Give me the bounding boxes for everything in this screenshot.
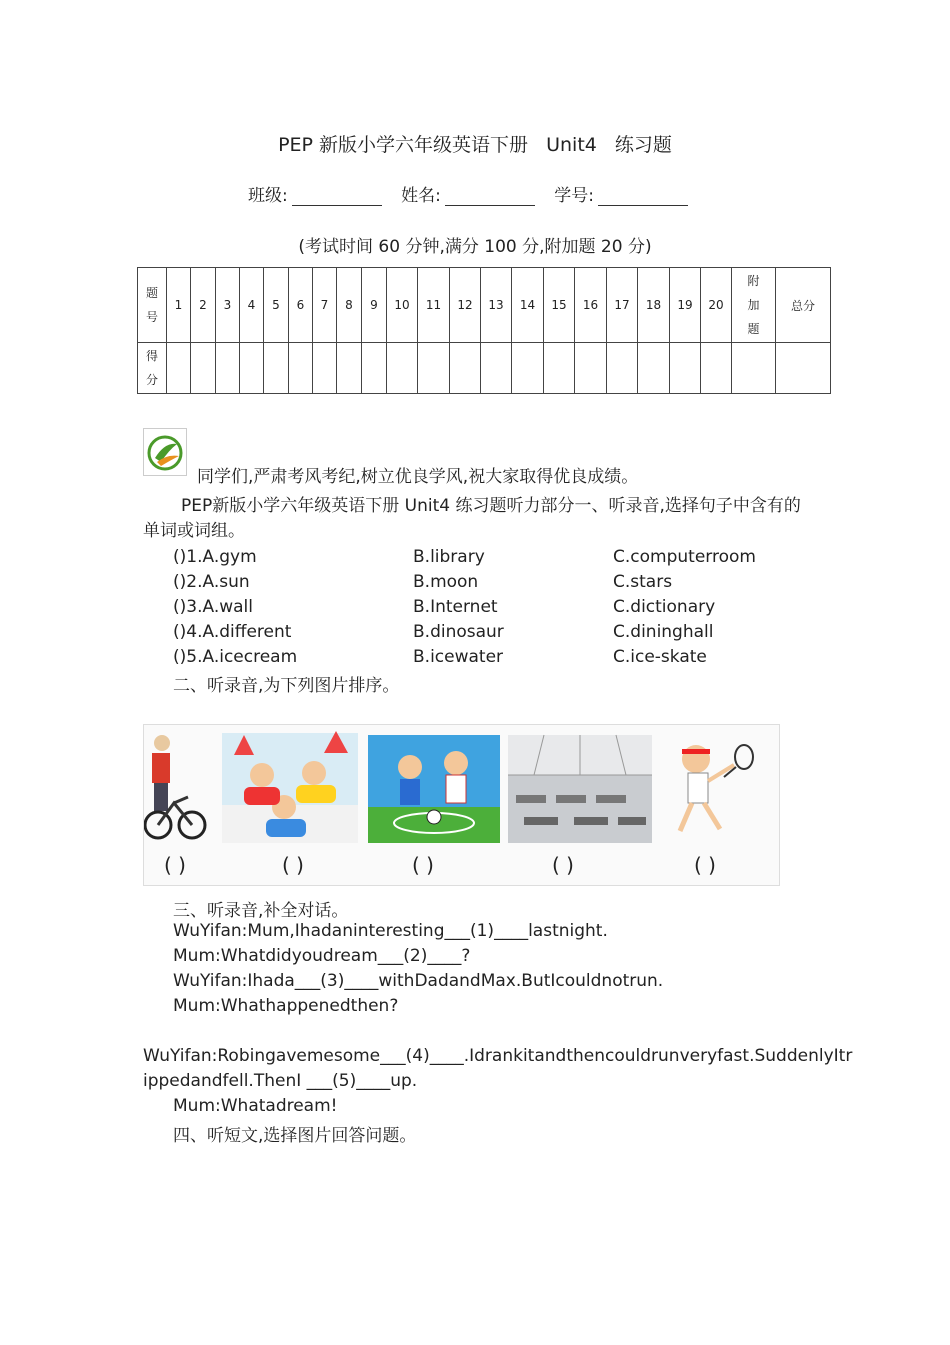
question-number-cell: 10 <box>387 268 418 343</box>
score-cell[interactable] <box>701 343 732 394</box>
question-number-cell: 4 <box>240 268 264 343</box>
boys-playing-football-picture <box>368 735 500 843</box>
dialogue-line-5: WuYifan:Robingavemesome___(4)____.Idrankitandthencouldrunveryfast.SuddenlyItr <box>143 1046 853 1066</box>
question-number-cell: 18 <box>638 268 670 343</box>
q2-option-a: ()2.A.sun <box>173 572 250 592</box>
student-info-row <box>248 181 702 206</box>
question-number-cell: 9 <box>362 268 387 343</box>
score-label-char: 分 <box>145 373 158 387</box>
dialogue-line-7: Mum:Whatadream! <box>173 1096 338 1116</box>
question-number-cell: 3 <box>216 268 240 343</box>
extra-score-cell[interactable] <box>732 343 776 394</box>
picture-1-bracket[interactable]: ( ) <box>164 853 186 877</box>
total-score-header: 总分 <box>776 268 831 343</box>
boy-on-bicycle-picture <box>145 735 205 838</box>
picture-2-bracket[interactable]: ( ) <box>282 853 304 877</box>
q3-option-c: C.dictionary <box>613 597 716 617</box>
picture-strip <box>143 724 780 886</box>
question-number-cell: 14 <box>512 268 544 343</box>
score-cell[interactable] <box>313 343 337 394</box>
header-label-char: 号 <box>145 310 158 324</box>
table-row-header <box>138 268 831 343</box>
score-cell[interactable] <box>337 343 362 394</box>
section1-intro: PEP新版小学六年级英语下册 Unit4 练习题听力部分一、听录音,选择句子中含有的单词或词组。 <box>143 496 801 541</box>
title-suffix: 练习题 <box>614 134 672 156</box>
question-number-cell: 13 <box>481 268 512 343</box>
school-logo-icon <box>143 428 187 476</box>
extra-label-char: 加 <box>747 298 760 312</box>
question-number-cell: 7 <box>313 268 337 343</box>
kids-riding-cars-picture <box>222 731 358 843</box>
dialogue-line-2: Mum:Whatdidyoudream___(2)____? <box>173 946 471 966</box>
question-number-cell: 12 <box>450 268 481 343</box>
q5-option-a: ()5.A.icecream <box>173 647 298 667</box>
score-table <box>137 267 831 394</box>
name-blank[interactable] <box>445 187 535 206</box>
class-label: 班级: <box>248 186 288 206</box>
motto-text: 同学们,严肃考风考纪,树立优良学风,祝大家取得优良成绩。 <box>197 467 639 487</box>
score-cell[interactable] <box>264 343 289 394</box>
picture-4-bracket[interactable]: ( ) <box>552 853 574 877</box>
score-cell[interactable] <box>418 343 450 394</box>
question-number-cell: 20 <box>701 268 732 343</box>
question-number-cell: 15 <box>544 268 575 343</box>
header-label-cell <box>138 268 167 343</box>
extra-question-cell <box>732 268 776 343</box>
question-number-cell: 17 <box>607 268 638 343</box>
section2-title: 二、听录音,为下列图片排序。 <box>173 676 400 696</box>
exam-note: (考试时间 60 分钟,满分 100 分,附加题 20 分) <box>298 237 652 257</box>
question-number-cell: 5 <box>264 268 289 343</box>
q1-option-a: ()1.A.gym <box>173 547 257 567</box>
page-title <box>0 130 950 157</box>
score-label-char: 得 <box>145 349 158 363</box>
dialogue-line-3: WuYifan:Ihada___(3)____withDadandMax.ButIcouldnotrun. <box>173 971 664 991</box>
question-number-cell: 16 <box>575 268 607 343</box>
question-number-cell: 1 <box>167 268 191 343</box>
q4-option-c: C.dininghall <box>613 622 714 642</box>
dialogue-line-6: ippedandfell.ThenI ___(5)____up. <box>143 1071 418 1091</box>
boy-playing-badminton-picture <box>680 745 753 831</box>
score-cell[interactable] <box>450 343 481 394</box>
table-row-score <box>138 343 831 394</box>
score-cell[interactable] <box>670 343 701 394</box>
score-cell[interactable] <box>544 343 575 394</box>
score-cell[interactable] <box>638 343 670 394</box>
score-cell[interactable] <box>362 343 387 394</box>
score-cell[interactable] <box>387 343 418 394</box>
score-cell[interactable] <box>575 343 607 394</box>
score-cell[interactable] <box>216 343 240 394</box>
title-text: PEP 新版小学六年级英语下册 <box>278 134 529 156</box>
question-number-cell: 19 <box>670 268 701 343</box>
q1-option-b: B.library <box>413 547 485 567</box>
question-number-cell: 6 <box>289 268 313 343</box>
score-cell[interactable] <box>481 343 512 394</box>
picture-5-bracket[interactable]: ( ) <box>694 853 716 877</box>
title-unit: Unit4 <box>546 134 597 156</box>
q1-option-c: C.computerroom <box>613 547 756 567</box>
dining-hall-picture <box>508 735 652 843</box>
score-cell[interactable] <box>167 343 191 394</box>
q4-option-a: ()4.A.different <box>173 622 292 642</box>
question-number-cell: 8 <box>337 268 362 343</box>
q5-option-c: C.ice-skate <box>613 647 707 667</box>
score-cell[interactable] <box>512 343 544 394</box>
section4-title: 四、听短文,选择图片回答问题。 <box>173 1126 417 1146</box>
q5-option-b: B.icewater <box>413 647 504 667</box>
extra-label-char: 题 <box>747 322 760 336</box>
picture-3-bracket[interactable]: ( ) <box>412 853 434 877</box>
header-label-char: 题 <box>145 286 158 300</box>
score-cell[interactable] <box>289 343 313 394</box>
number-blank[interactable] <box>598 187 688 206</box>
dialogue-line-1: WuYifan:Mum,Ihadaninteresting___(1)____lastnight. <box>173 921 608 941</box>
total-score-cell[interactable] <box>776 343 831 394</box>
class-blank[interactable] <box>292 187 382 206</box>
score-label-cell <box>138 343 167 394</box>
score-cell[interactable] <box>240 343 264 394</box>
q2-option-c: C.stars <box>613 572 673 592</box>
score-cell[interactable] <box>607 343 638 394</box>
section3-title: 三、听录音,补全对话。 <box>173 901 349 921</box>
q3-option-a: ()3.A.wall <box>173 597 253 617</box>
extra-label-char: 附 <box>747 274 760 288</box>
name-label: 姓名: <box>401 186 441 206</box>
q3-option-b: B.Internet <box>413 597 498 617</box>
dialogue-line-4: Mum:Whathappenedthen? <box>173 996 399 1016</box>
question-number-cell: 11 <box>418 268 450 343</box>
number-label: 学号: <box>554 186 595 206</box>
q4-option-b: B.dinosaur <box>413 622 504 642</box>
q2-option-b: B.moon <box>413 572 479 592</box>
question-number-cell: 2 <box>191 268 216 343</box>
score-cell[interactable] <box>191 343 216 394</box>
